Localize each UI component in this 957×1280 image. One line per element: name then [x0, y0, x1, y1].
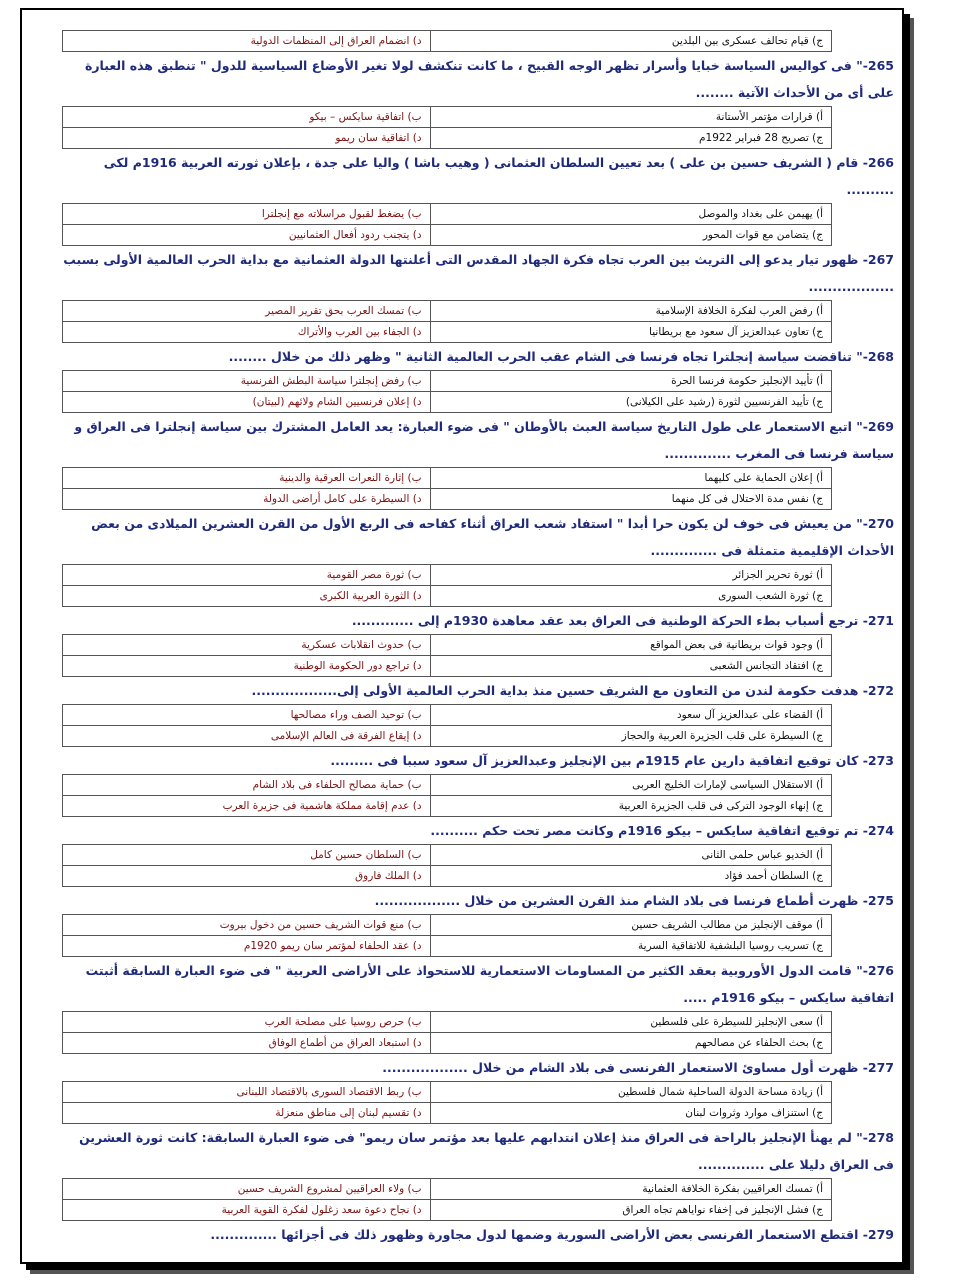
option-b: ب) ثورة مصر القومية	[63, 565, 431, 586]
options-275	[62, 914, 832, 957]
option-d: د) تراجع دور الحكومة الوطنية	[63, 656, 431, 677]
option-d: د) انضمام العراق إلى المنظمات الدولية	[63, 31, 431, 52]
option-a: أ) رفض العرب لفكرة الخلافة الإسلامية	[430, 301, 832, 322]
option-a: أ) وجود قوات بريطانية فى بعض المواقع	[430, 635, 832, 656]
option-c: ج) استنزاف موارد وثروات لبنان	[430, 1103, 832, 1124]
option-d: د) إيقاع الفرقة فى العالم الإسلامى	[63, 726, 431, 747]
option-a: أ) زيادة مساحة الدولة الساحلية شمال فلسطين	[430, 1082, 832, 1103]
option-b: ب) توحيد الصف وراء مصالحها	[63, 705, 431, 726]
option-a: أ) تمسك العراقيين بفكرة الخلافة العثمانية	[430, 1179, 832, 1200]
option-b: ب) ولاء العراقيين لمشروع الشريف حسين	[63, 1179, 431, 1200]
options-265	[62, 106, 832, 149]
option-b: ب) إثارة النعرات العرقية والدينية	[63, 468, 431, 489]
option-c: ج) بحث الحلفاء عن مصالحهم	[430, 1033, 832, 1054]
option-c: ج) يتضامن مع قوات المحور	[430, 225, 832, 246]
option-c: ج) فشل الإنجليز فى إخفاء نواياهم تجاه العراق	[430, 1200, 832, 1221]
option-b: ب) اتفاقية سايكس – بيكو	[63, 107, 431, 128]
options-274	[62, 844, 832, 887]
option-c: ج) قيام تحالف عسكرى بين البلدين	[430, 31, 832, 52]
option-d: د) الملك فاروق	[63, 866, 431, 887]
option-c: ج) السلطان أحمد فؤاد	[430, 866, 832, 887]
question-268: 268-" تناقضت سياسة إنجلترا تجاه فرنسا فى الشام عقب الحرب العالمية الثانية " وظهر ذلك من خلال ........	[228, 349, 894, 364]
option-d: د) استبعاد العراق من أطماع الوفاق	[63, 1033, 431, 1054]
question-275: 275- ظهرت أطماع فرنسا فى بلاد الشام منذ القرن العشرين من خلال ..................	[374, 893, 894, 908]
options-267	[62, 300, 832, 343]
option-d: د) يتجنب ردود أفعال العثمانيين	[63, 225, 431, 246]
option-b: ب) السلطان حسين كامل	[63, 845, 431, 866]
option-c: ج) تسريب روسيا البلشفية للاتفاقية السرية	[430, 936, 832, 957]
option-a: أ) تأييد الإنجليز حكومة فرنسا الحرة	[430, 371, 832, 392]
option-a: أ) الاستقلال السياسى لإمارات الخليج العربى	[430, 775, 832, 796]
option-b: ب) حرص روسيا على مصلحة العرب	[63, 1012, 431, 1033]
question-266: 266- قام ( الشريف حسين بن على ) بعد تعيين السلطان العثمانى ( وهيب باشا ) واليا على جدة ، بإعلان ثورته العربية 1916م لكى ..........	[103, 155, 894, 197]
options-270	[62, 564, 832, 607]
option-a: أ) إعلان الحماية على كليهما	[430, 468, 832, 489]
option-a: أ) الخديو عباس حلمى الثانى	[430, 845, 832, 866]
option-c: ج) تأييد الفرنسيين لثورة (رشيد على الكيلانى)	[430, 392, 832, 413]
options-278	[62, 1178, 832, 1221]
option-a: أ) يهيمن على بغداد والموصل	[430, 204, 832, 225]
option-b: ب) حدوث انقلابات عسكرية	[63, 635, 431, 656]
question-276: 276-" قامت الدول الأوروبية بعقد الكثير من المساومات الاستعمارية للاستحواذ على الأراضى العربية " فى ضوء العبارة السابقة أثبتت اتفاقية سايكس – بيكو 1916م .....	[85, 963, 894, 1005]
option-d: د) اتفاقية سان ريمو	[63, 128, 431, 149]
worksheet-content	[58, 30, 896, 1248]
option-d: د) إعلان فرنسيين الشام ولائهم (لبيتان)	[63, 392, 431, 413]
question-269: 269-" اتبع الاستعمار على طول التاريخ سياسة العبث بالأوطان " فى ضوء العبارة: يعد العامل المشترك بين سياسة إنجلترا فى العراق و سياسة فرنسا فى المغرب ..............	[74, 419, 894, 461]
option-b: ب) رفض إنجلترا سياسة البطش الفرنسية	[63, 371, 431, 392]
option-c: ج) السيطرة على قلب الجزيرة العربية والحجاز	[430, 726, 832, 747]
options-269	[62, 467, 832, 510]
question-271: 271- ترجع أسباب بطء الحركة الوطنية فى العراق بعد عقد معاهدة 1930م إلى .............	[351, 613, 894, 628]
options-268	[62, 370, 832, 413]
option-a: أ) موقف الإنجليز من مطالب الشريف حسين	[430, 915, 832, 936]
option-a: أ) ثورة تحرير الجزائر	[430, 565, 832, 586]
option-d: د) تقسيم لبنان إلى مناطق منعزلة	[63, 1103, 431, 1124]
question-270: 270-" من يعيش فى خوف لن يكون حرا أبدا " استفاد شعب العراق أثناء كفاحه فى الربع الأول من القرن العشرين الميلادى من بعض الأحداث الإقليمية متمثلة فى ..............	[91, 516, 894, 558]
option-b: ب) يضغط لقبول مراسلاته مع إنجلترا	[63, 204, 431, 225]
option-d: د) نجاح دعوة سعد زغلول لفكرة القوية العربية	[63, 1200, 431, 1221]
options-277	[62, 1081, 832, 1124]
option-c: ج) إنهاء الوجود التركى فى قلب الجزيرة العربية	[430, 796, 832, 817]
top-options-table	[62, 30, 832, 52]
option-a: أ) سعى الإنجليز للسيطرة على فلسطين	[430, 1012, 832, 1033]
question-273: 273- كان توقيع اتفاقية دارين عام 1915م بين الإنجليز وعبدالعزيز آل سعود سببا فى .........	[330, 753, 894, 768]
question-272: 272- هدفت حكومة لندن من التعاون مع الشريف حسين منذ بداية الحرب العالمية الأولى إلى..................	[251, 683, 894, 698]
option-d: د) الثورة العربية الكبرى	[63, 586, 431, 607]
option-c: ج) نفس مدة الاحتلال فى كل منهما	[430, 489, 832, 510]
option-b: ب) تمسك العرب بحق تقرير المصير	[63, 301, 431, 322]
question-267: 267- ظهور تيار يدعو إلى التريث بين العرب تجاه فكرة الجهاد المقدس التى أعلنتها الدولة العثمانية مع بداية الحرب العالمية الأولى بسبب ..................	[63, 252, 894, 294]
option-d: د) السيطرة على كامل أراضى الدولة	[63, 489, 431, 510]
option-a: أ) قرارات مؤتمر الأستانة	[430, 107, 832, 128]
option-b: ب) حماية مصالح الحلفاء فى بلاد الشام	[63, 775, 431, 796]
options-276	[62, 1011, 832, 1054]
option-c: ج) ثورة الشعب السورى	[430, 586, 832, 607]
question-279: 279- اقتطع الاستعمار الفرنسى بعض الأراضى السورية وضمها لدول مجاورة وظهور ذلك فى أجزائها ..............	[210, 1227, 894, 1242]
option-c: ج) تصريح 28 فبراير 1922م	[430, 128, 832, 149]
option-a: أ) القضاء على عبدالعزيز آل سعود	[430, 705, 832, 726]
question-278: 278-" لم يهنأ الإنجليز بالراحة فى العراق منذ إعلان انتدابهم عليها بعد مؤتمر سان ريمو" فى ضوء العبارة السابقة: كانت ثورة العشرين فى العراق دليلا على ..............	[79, 1130, 894, 1172]
question-277: 277- ظهرت أول مساوئ الاستعمار الفرنسى فى بلاد الشام من خلال ..................	[382, 1060, 894, 1075]
option-d: د) الجفاء بين العرب والأتراك	[63, 322, 431, 343]
option-c: ج) تعاون عبدالعزيز آل سعود مع بريطانيا	[430, 322, 832, 343]
option-b: ب) ربط الاقتصاد السورى بالاقتصاد اللبنانى	[63, 1082, 431, 1103]
options-266	[62, 203, 832, 246]
question-274: 274- تم توقيع اتفاقية سايكس – بيكو 1916م وكانت مصر تحت حكم ..........	[430, 823, 894, 838]
options-273	[62, 774, 832, 817]
options-271	[62, 634, 832, 677]
option-c: ج) افتقاد التجانس الشعبى	[430, 656, 832, 677]
question-265: 265-" فى كواليس السياسة خبايا وأسرار تظهر الوجه القبيح ، ما كانت تنكشف لولا تغير الأوضاع السياسية للدول " تنطبق هذه العبارة على أى من الأحداث الآتية ........	[84, 58, 894, 100]
option-d: د) عقد الحلفاء لمؤتمر سان ريمو 1920م	[63, 936, 431, 957]
option-b: ب) منع قوات الشريف حسين من دخول بيروت	[63, 915, 431, 936]
options-272	[62, 704, 832, 747]
option-d: د) عدم إقامة مملكة هاشمية فى جزيرة العرب	[63, 796, 431, 817]
